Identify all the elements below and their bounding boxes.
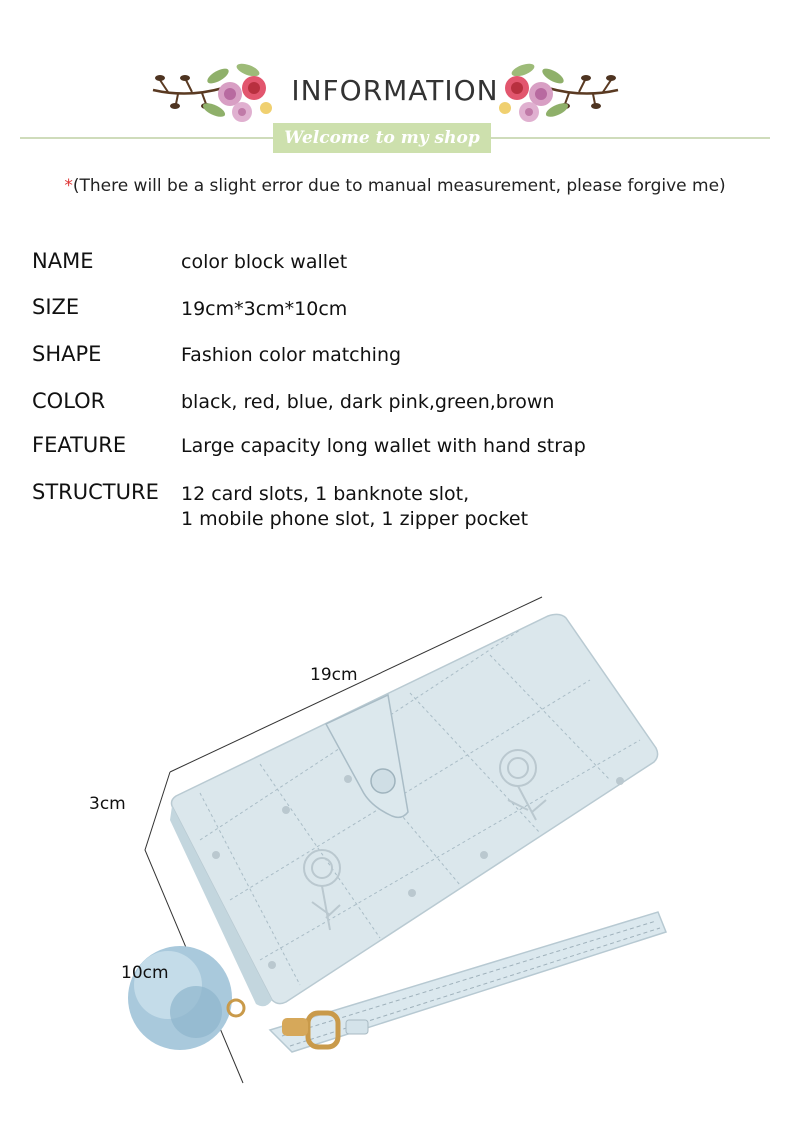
note-text: (There will be a slight error due to manual measurement, please forgive me) (72, 176, 726, 196)
snap-button (371, 769, 395, 793)
spec-label-shape: SHAPE (32, 342, 102, 366)
header-divider-left (20, 137, 273, 139)
page-title: INFORMATION (291, 74, 499, 107)
spec-value-structure-line2: 1 mobile phone slot, 1 zipper pocket (181, 508, 529, 530)
dimension-label-depth: 3cm (89, 794, 126, 814)
welcome-text: Welcome to my shop (284, 128, 480, 148)
header-divider-right (491, 137, 770, 139)
spec-value-feature: Large capacity long wallet with hand strap (181, 435, 586, 457)
measurement-note (0, 176, 790, 196)
spec-value-size: 19cm*3cm*10cm (181, 298, 348, 320)
asterisk-marker: * (64, 176, 73, 196)
spec-value-structure-line1: 12 card slots, 1 banknote slot, (181, 483, 470, 505)
spec-label-color: COLOR (32, 389, 106, 413)
spec-value-shape: Fashion color matching (181, 344, 402, 366)
spec-label-name: NAME (32, 249, 94, 273)
spec-label-size: SIZE (32, 295, 80, 319)
spec-label-structure: STRUCTURE (32, 480, 159, 504)
spec-value-name: color block wallet (181, 251, 348, 273)
spec-value-color: black, red, blue, dark pink,green,brown (181, 391, 555, 413)
dimension-label-height: 10cm (121, 963, 169, 983)
dimension-label-length: 19cm (310, 665, 358, 685)
spec-label-feature: FEATURE (32, 433, 127, 457)
pom-pom-charm (128, 946, 232, 1050)
wallet-illustration (0, 560, 790, 1131)
welcome-banner (273, 123, 491, 153)
